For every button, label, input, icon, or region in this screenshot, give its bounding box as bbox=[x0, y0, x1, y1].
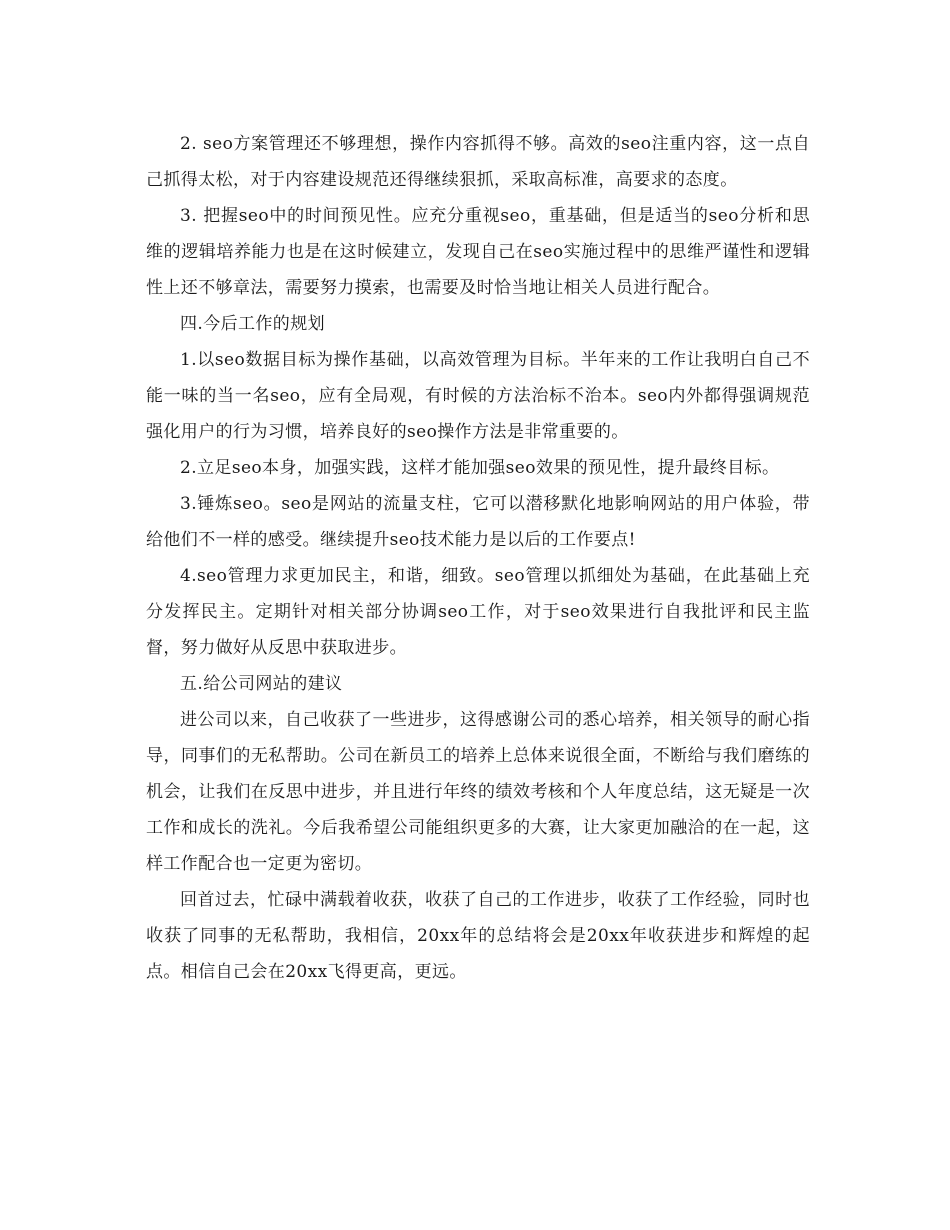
paragraph-conclusion: 回首过去，忙碌中满载着收获，收获了自己的工作进步，收获了工作经验，同时也收获了同事的无私帮助，我相信，20xx年的总结将会是20xx年收获进步和辉煌的起点。相信自己会在20xx飞得更高，更远。 bbox=[146, 890, 810, 982]
paragraph-plan-item-1: 1.以seo数据目标为操作基础，以高效管理为目标。半年来的工作让我明白自己不能一味的当一名seo，应有全局观，有时候的方法治标不治本。seo内外都得强调规范强化用户的行为习惯，培养良好的seo操作方法是非常重要的。 bbox=[146, 350, 810, 442]
paragraph-seo-plan-management: 2. seo方案管理还不够理想，操作内容抓得不够。高效的seo注重内容，这一点自己抓得太松，对于内容建设规范还得继续狠抓，采取高标准，高要求的态度。 bbox=[146, 134, 810, 190]
paragraph-suggestions: 进公司以来，自己收获了一些进步，这得感谢公司的悉心培养，相关领导的耐心指导，同事们的无私帮助。公司在新员工的培养上总体来说很全面，不断给与我们磨练的机会，让我们在反思中进步，并且进行年终的绩效考核和个人年度总结，这无疑是一次工作和成长的洗礼。今后我希望公司能组织更多的大赛，让大家更加融洽的在一起，这样工作配合也一定更为密切。 bbox=[146, 710, 810, 874]
paragraph-plan-item-2: 2.立足seo本身，加强实践，这样才能加强seo效果的预见性，提升最终目标。 bbox=[180, 458, 780, 478]
document-body bbox=[146, 126, 810, 990]
paragraph-plan-item-3: 3.锤炼seo。seo是网站的流量支柱，它可以潜移默化地影响网站的用户体验，带给他们不一样的感受。继续提升seo技术能力是以后的工作要点! bbox=[146, 494, 810, 550]
section-heading-website-suggestions: 五.给公司网站的建议 bbox=[180, 674, 343, 694]
paragraph-seo-time-foresight: 3. 把握seo中的时间预见性。应充分重视seo，重基础，但是适当的seo分析和思维的逻辑培养能力也是在这时候建立，发现自己在seo实施过程中的思维严谨性和逻辑性上还不够章法，需要努力摸索，也需要及时恰当地让相关人员进行配合。 bbox=[146, 206, 810, 298]
paragraph-plan-item-4: 4.seo管理力求更加民主，和谐，细致。seo管理以抓细处为基础，在此基础上充分发挥民主。定期针对相关部分协调seo工作，对于seo效果进行自我批评和民主监督，努力做好从反思中获取进步。 bbox=[146, 566, 810, 658]
section-heading-future-plan: 四.今后工作的规划 bbox=[180, 314, 326, 334]
